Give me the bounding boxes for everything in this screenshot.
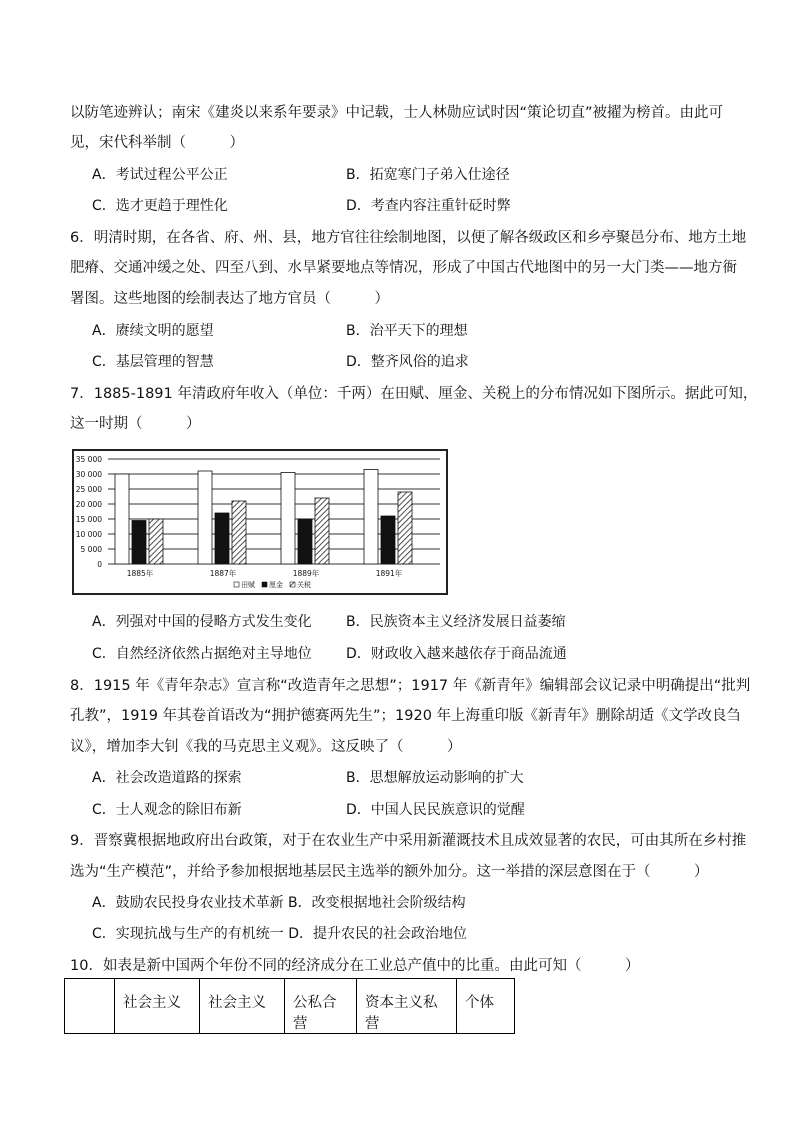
bar	[198, 471, 212, 564]
q10-table	[64, 978, 515, 1034]
x-tick-label: 1885年	[126, 569, 154, 578]
bar	[298, 519, 312, 564]
q7-option-c: C．自然经济依然占据绝对主导地位	[92, 646, 312, 662]
legend-label: 关税	[297, 581, 311, 589]
q6-line1: 6．明清时期，在各省、府、州、县，地方官往往绘制地图，以便了解各级政区和乡亭聚邑分布、地方土地	[70, 230, 747, 246]
table-header-cell	[65, 979, 115, 1034]
q7-line1: 7．1885-1891 年清政府年收入（单位：千两）在田赋、厘金、关税上的分布情况如下图所示。据此可知，	[70, 386, 758, 402]
q5-option-a: A．考试过程公平公正	[92, 167, 228, 183]
table-header-cell: 公私合营	[285, 979, 357, 1034]
x-tick-label: 1887年	[209, 569, 237, 578]
y-tick-label: 0	[97, 560, 102, 569]
q5-option-c: C．选才更趋于理性化	[92, 198, 228, 214]
q7-option-d: D．财政收入越来越依存于商品流通	[346, 646, 567, 662]
legend-label: 田赋	[241, 581, 255, 589]
q5-option-b: B．拓宽寒门子弟入仕途径	[346, 167, 510, 183]
q7-option-a: A．列强对中国的侵略方式发生变化	[92, 614, 312, 630]
y-tick-label: 10 000	[75, 530, 102, 539]
table-header-cell: 个体	[457, 979, 515, 1034]
q9-options-ab: A．鼓励农民投身农业技术革新 B．改变根据地社会阶级结构	[92, 895, 466, 911]
bar	[149, 519, 163, 564]
bar	[132, 521, 146, 565]
q10-line1: 10．如表是新中国两个年份不同的经济成分在工业总产值中的比重。由此可知（ ）	[70, 958, 640, 974]
q5-option-d: D．考查内容注重针砭时弊	[346, 198, 511, 214]
x-tick-label: 1889年	[292, 569, 320, 578]
q6-option-b: B．治平天下的理想	[346, 323, 468, 339]
y-tick-label: 5 000	[80, 545, 102, 554]
x-tick-label: 1891年	[375, 569, 403, 578]
bar	[381, 516, 395, 564]
q6-line3: 署图。这些地图的绘制表达了地方官员（ ）	[70, 291, 389, 307]
bar	[115, 474, 129, 564]
q9-line1: 9．晋察冀根据地政府出台政策，对于在农业生产中采用新灌溉技术且成效显著的农民，可由其所在乡村推	[70, 833, 747, 849]
table-header-cell: 社会主义	[115, 979, 200, 1034]
y-tick-label: 25 000	[75, 485, 102, 494]
table-header-row	[65, 979, 515, 1034]
bar	[364, 470, 378, 565]
q6-option-a: A．赓续文明的愿望	[92, 323, 214, 339]
q8-option-b: B．思想解放运动影响的扩大	[346, 770, 524, 786]
q5-line1: 以防笔迹辨认；南宋《建炎以来系年要录》中记载，士人林勋应试时因“策论切直”被擢为榜首。由此可	[70, 105, 724, 121]
q7-option-b: B．民族资本主义经济发展日益萎缩	[346, 614, 566, 630]
bar	[215, 513, 229, 564]
bar	[398, 492, 412, 564]
q5-line2: 见，宋代科举制（ ）	[70, 135, 244, 151]
q9-options-cd: C．实现抗战与生产的有机统一 D．提升农民的社会政治地位	[92, 926, 468, 942]
q8-line3: 议》，增加李大钊《我的马克思主义观》。这反映了（ ）	[70, 739, 462, 755]
bar	[315, 498, 329, 564]
table-header-cell: 资本主义私营	[357, 979, 457, 1034]
q7-line2: 这一时期（ ）	[70, 416, 201, 432]
q6-line2: 肥瘠、交通冲缓之处、四至八到、水旱紧要地点等情况，形成了中国古代地图中的另一大门类——地方衙	[70, 260, 737, 276]
y-tick-label: 35 000	[75, 455, 102, 464]
y-tick-label: 30 000	[75, 470, 102, 479]
y-tick-label: 15 000	[75, 515, 102, 524]
legend-swatch	[262, 582, 267, 587]
q8-line1: 8．1915 年《青年杂志》宣言称“改造青年之思想”；1917 年《新青年》编辑部会议记录中明确提出“批判	[70, 678, 751, 694]
q8-option-c: C．士人观念的除旧布新	[92, 802, 242, 818]
q9-line2: 选为“生产模范”，并给予参加根据地基层民主选举的额外加分。这一举措的深层意图在于（ ）	[70, 864, 709, 880]
q6-option-d: D．整齐风俗的追求	[346, 354, 469, 370]
bar	[281, 473, 295, 565]
q8-option-a: A．社会改造道路的探索	[92, 770, 242, 786]
chart-canvas	[74, 451, 446, 593]
bar	[232, 501, 246, 564]
y-tick-label: 20 000	[75, 500, 102, 509]
legend-swatch	[290, 582, 295, 587]
q8-option-d: D．中国人民民族意识的觉醒	[346, 802, 525, 818]
legend-label: 厘金	[269, 581, 283, 589]
q8-line2: 孔教”，1919 年其卷首语改为“拥护德赛两先生”；1920 年上海重印版《新青年》删除胡适《文学改良刍	[70, 708, 742, 724]
table-header-cell: 社会主义	[200, 979, 285, 1034]
legend-swatch	[234, 582, 239, 587]
revenue-bar-chart	[72, 449, 448, 595]
q6-option-c: C．基层管理的智慧	[92, 354, 214, 370]
